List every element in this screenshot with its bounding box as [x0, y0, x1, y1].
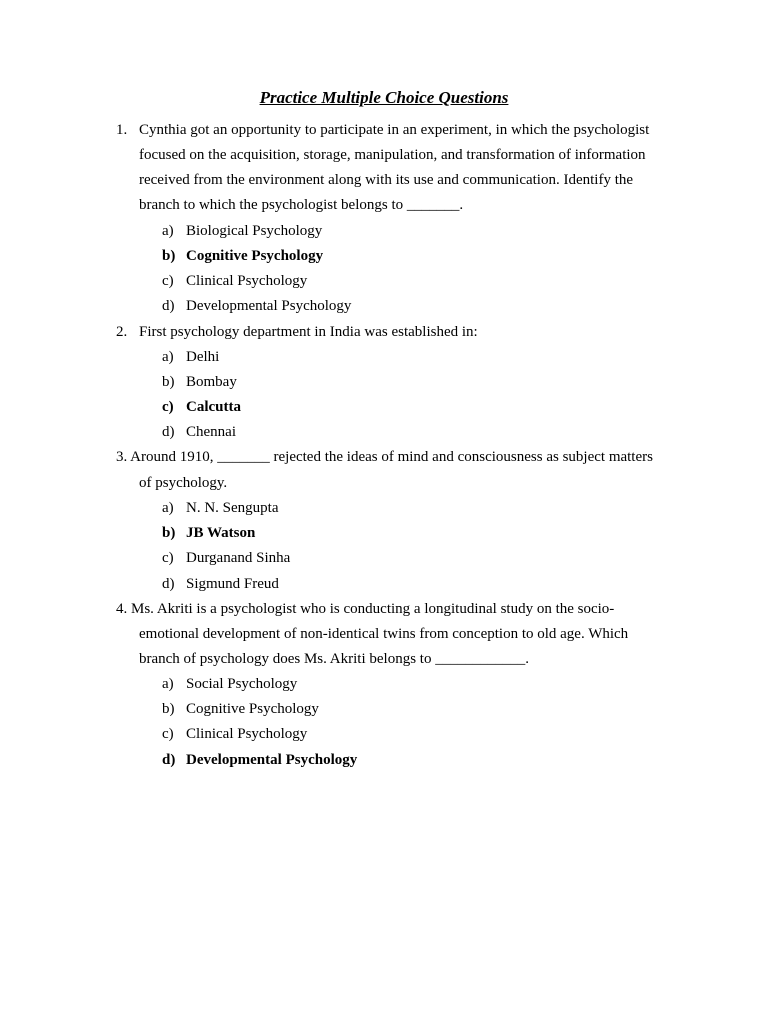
option-text: Developmental Psychology	[186, 298, 352, 314]
option-letter: d)	[162, 752, 176, 768]
option-text: Biological Psychology	[186, 223, 323, 239]
option-letter: b)	[162, 701, 175, 717]
option-text: Sigmund Freud	[186, 576, 279, 592]
question-text-line: branch to which the psychologist belongs to _______.	[139, 197, 464, 213]
question-text-line: branch of psychology does Ms. Akriti belongs to ____________.	[139, 651, 529, 667]
option-letter: d)	[162, 424, 175, 440]
option-letter: a)	[162, 500, 174, 516]
option-letter: d)	[162, 576, 175, 592]
option-letter: c)	[162, 399, 174, 415]
option-text: JB Watson	[186, 525, 256, 541]
option-letter: c)	[162, 550, 174, 566]
page-title: Practice Multiple Choice Questions	[259, 88, 509, 107]
option-text: Cognitive Psychology	[186, 248, 324, 264]
question-text-line: received from the environment along with its use and communication. Identify the	[139, 172, 634, 188]
option-text: Cognitive Psychology	[186, 701, 319, 717]
option-text: Bombay	[186, 374, 237, 390]
option-letter: a)	[162, 349, 174, 365]
option-text: Clinical Psychology	[186, 726, 308, 742]
option-letter: b)	[162, 248, 176, 264]
option-text: Developmental Psychology	[186, 752, 358, 768]
option-text: Social Psychology	[186, 676, 298, 692]
option-text: Delhi	[186, 349, 220, 365]
option-letter: b)	[162, 374, 175, 390]
option-letter: c)	[162, 273, 174, 289]
option-letter: c)	[162, 726, 174, 742]
question-text-line: of psychology.	[139, 475, 228, 491]
question-text-line: focused on the acquisition, storage, manipulation, and transformation of information	[139, 147, 646, 163]
question-number: 1.	[116, 122, 128, 138]
question-text-line: 3. Around 1910, _______ rejected the ideas of mind and consciousness as subject matters	[116, 449, 653, 465]
question-text-line: First psychology department in India was established in:	[139, 324, 478, 340]
option-text: Clinical Psychology	[186, 273, 308, 289]
option-letter: d)	[162, 298, 175, 314]
question-text-line: 4. Ms. Akriti is a psychologist who is conducting a longitudinal study on the socio-	[116, 601, 615, 617]
option-text: N. N. Sengupta	[186, 500, 279, 516]
question-text-line: emotional development of non-identical twins from conception to old age. Which	[139, 626, 629, 642]
option-text: Chennai	[186, 424, 236, 440]
option-text: Calcutta	[186, 399, 241, 415]
option-text: Durganand Sinha	[186, 550, 291, 566]
question-text-line: Cynthia got an opportunity to participate in an experiment, in which the psychologist	[139, 122, 650, 138]
option-letter: a)	[162, 676, 174, 692]
question-number: 2.	[116, 324, 128, 340]
option-letter: b)	[162, 525, 176, 541]
option-letter: a)	[162, 223, 174, 239]
